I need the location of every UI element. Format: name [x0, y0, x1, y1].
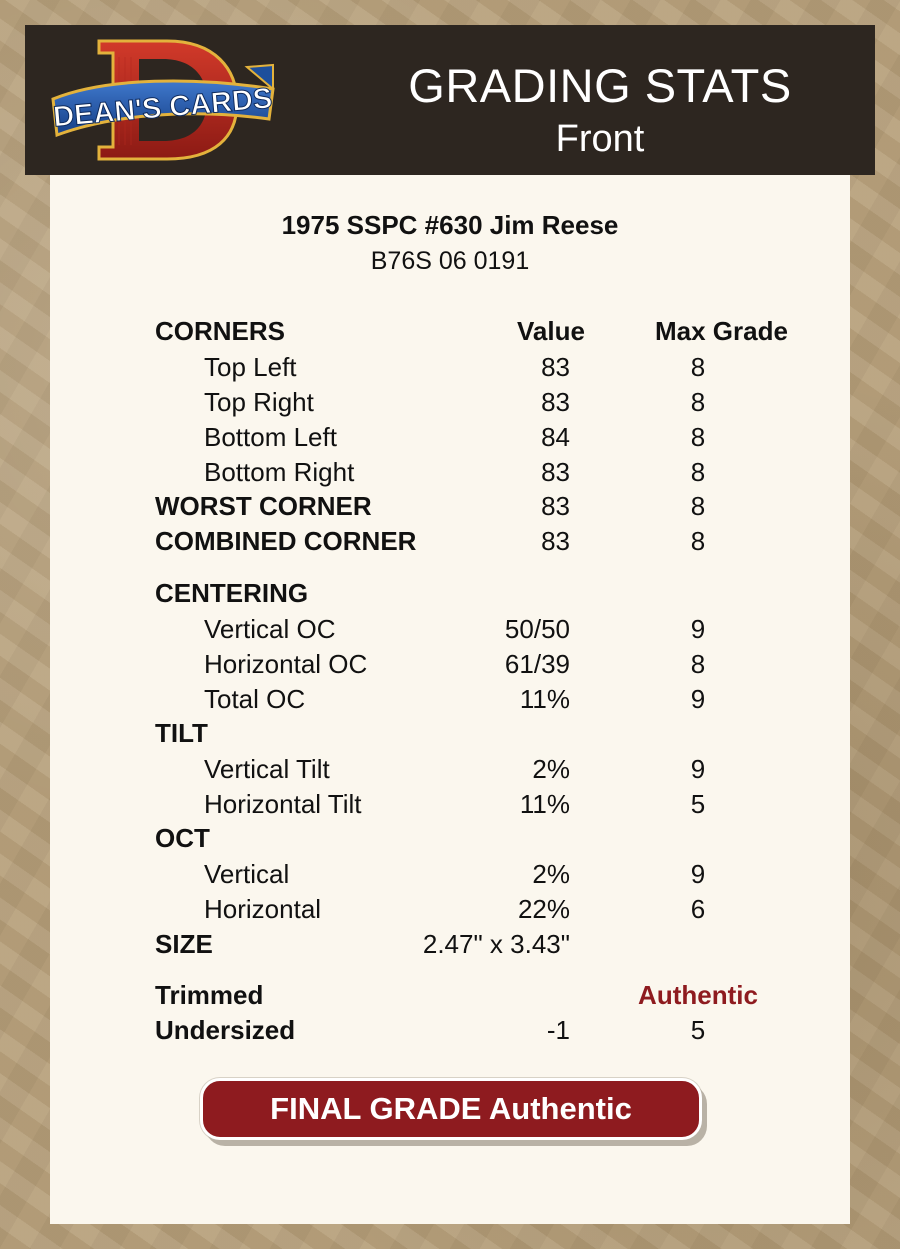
- stat-max-grade: 6: [690, 894, 706, 924]
- section-oct: OCT: [155, 823, 210, 853]
- column-header-value: Value: [517, 316, 585, 346]
- trimmed-row: Trimmed Authentic: [50, 980, 850, 1014]
- trimmed-status: Authentic: [638, 980, 758, 1010]
- stat-value: 83: [541, 352, 570, 382]
- stat-row: [50, 649, 850, 683]
- stat-label: Total OC: [204, 684, 306, 714]
- stat-max-grade: 8: [690, 649, 706, 679]
- stat-label: Horizontal: [204, 894, 322, 924]
- undersized-row: Undersized -1 5: [50, 1015, 850, 1049]
- stat-max-grade: 8: [690, 457, 706, 487]
- stat-max-grade: 8: [690, 422, 706, 452]
- stat-label: Horizontal Tilt: [204, 789, 362, 819]
- stat-row: [50, 894, 850, 928]
- stat-value: 83: [541, 526, 570, 556]
- page-title: GRADING STATS: [408, 59, 792, 112]
- stat-max-grade: 9: [690, 684, 706, 714]
- header-bar: [25, 25, 875, 175]
- stat-max-grade: 5: [690, 789, 706, 819]
- stat-row: [50, 387, 850, 421]
- stat-label: Vertical: [204, 859, 290, 889]
- stat-value: 11%: [519, 684, 570, 714]
- stat-value: 83: [541, 491, 570, 521]
- combined-corner-row: COMBINED CORNER 83 8: [50, 526, 850, 560]
- card-id: B76S 06 0191: [370, 247, 530, 275]
- page-subtitle: Front: [555, 118, 645, 160]
- stat-row: [50, 684, 850, 718]
- stat-label: Vertical OC: [204, 614, 336, 644]
- stat-label: Bottom Right: [204, 457, 355, 487]
- stat-value: 61/39: [504, 649, 570, 679]
- final-grade-badge: FINAL GRADE Authentic: [200, 1078, 702, 1140]
- stat-value: 83: [541, 387, 570, 417]
- stat-row: [50, 422, 850, 456]
- worst-corner-row: WORST CORNER 83 8: [50, 491, 850, 525]
- size-row: SIZE 2.47" x 3.43": [155, 929, 570, 959]
- stat-max-grade: 9: [690, 859, 706, 889]
- title-block: [325, 59, 875, 163]
- section-centering: CENTERING: [155, 578, 309, 608]
- stat-max-grade: 5: [690, 1015, 706, 1045]
- stat-label: Vertical Tilt: [204, 754, 330, 784]
- stat-value: 83: [541, 457, 570, 487]
- stat-value: 84: [541, 422, 570, 452]
- stat-label: Horizontal OC: [204, 649, 368, 679]
- card-title: 1975 SSPC #630 Jim Reese: [281, 210, 619, 240]
- stat-max-grade: 8: [690, 491, 706, 521]
- stat-row: [50, 754, 850, 788]
- stat-max-grade: 8: [690, 352, 706, 382]
- stat-row: [50, 352, 850, 386]
- stat-row: [50, 859, 850, 893]
- stat-label: Bottom Left: [204, 422, 337, 452]
- column-header-max-grade: Max Grade: [655, 316, 788, 346]
- stat-row: [50, 789, 850, 823]
- section-corners: CORNERS: [155, 316, 286, 346]
- stat-label: Top Right: [204, 387, 314, 417]
- stat-value: 2%: [532, 754, 570, 784]
- stat-value: 22%: [517, 894, 570, 924]
- grading-panel: [50, 175, 850, 1224]
- stat-value: 50/50: [504, 614, 570, 644]
- stat-value: 2%: [532, 859, 570, 889]
- stat-row: [50, 457, 850, 491]
- stat-row: [50, 614, 850, 648]
- section-tilt: TILT: [155, 718, 208, 748]
- stat-label: Top Left: [204, 352, 297, 382]
- stat-value: -1: [546, 1015, 570, 1045]
- stat-value: 11%: [519, 789, 570, 819]
- svg-text:DEAN'S CARDS: DEAN'S CARDS: [51, 82, 274, 134]
- stat-max-grade: 8: [690, 526, 706, 556]
- deans-cards-logo: [47, 37, 279, 163]
- stat-max-grade: 9: [690, 754, 706, 784]
- size-value: 2.47" x 3.43": [422, 929, 570, 959]
- stat-max-grade: 9: [690, 614, 706, 644]
- stat-max-grade: 8: [690, 387, 706, 417]
